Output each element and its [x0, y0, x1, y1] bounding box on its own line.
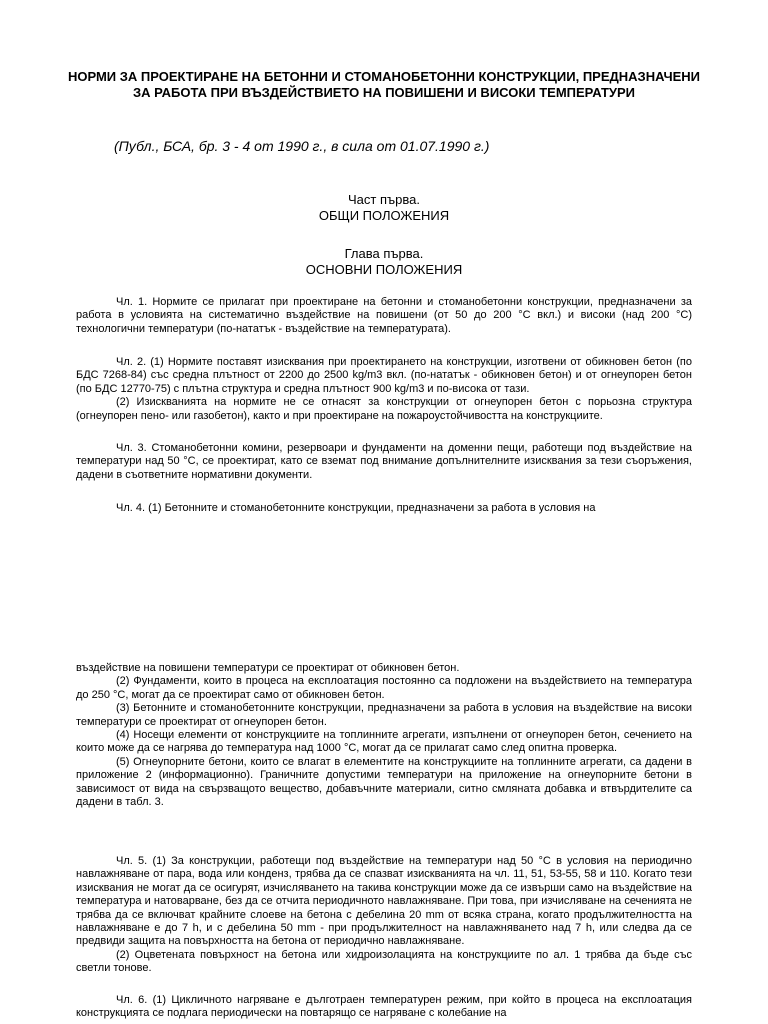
- document-title: НОРМИ ЗА ПРОЕКТИРАНЕ НА БЕТОННИ И СТОМАНОБЕТОННИ КОНСТРУКЦИИ, ПРЕДНАЗНАЧЕНИ ЗА РАБОТА ПРИ ВЪЗДЕЙСТВИЕТО НА ПОВИШЕНИ И ВИСОКИ ТЕМПЕРАТУРИ: [67, 69, 701, 100]
- paragraph: (2) Изискванията на нормите не се отнасят за конструкции от огнеупорен бетон с порьозна структура (огнеупорен пено- или газобетон), както и при проектиране на пожароустойчивостта на конструкциите.: [76, 396, 692, 422]
- paragraph: Чл. 6. (1) Цикличното нагряване е дълготраен температурен режим, при който в процеса на експлоатация конструкцията се подлага периодически на повтарящо се нагряване с колебание на: [76, 994, 692, 1020]
- paragraph: (5) Огнеупорните бетони, които се влагат в елементите на конструкциите на топлинните агрегати, са дадени в приложение 2 (информационно). Граничните допустими температури на приложение на огнеупорните бетони в зависимост от вида на свързващото вещество, добавъчните материали, ситно смляната добавка и втвърдителите са дадени в табл. 3.: [76, 755, 692, 809]
- paragraph: Чл. 4. (1) Бетонните и стоманобетонните конструкции, предназначени за работа в условия на: [116, 502, 596, 514]
- article-5: [76, 855, 692, 976]
- article-4-continued: [76, 662, 692, 809]
- paragraph: (2) Оцветената повърхност на бетона или хидроизолацията на конструкциите по ал. 1 трябва да бъде със светли тонове.: [76, 948, 692, 975]
- article-1: [76, 296, 692, 336]
- chapter-label: Глава първа.: [344, 246, 424, 261]
- part-name: ОБЩИ ПОЛОЖЕНИЯ: [318, 208, 450, 223]
- paragraph: Чл. 2. (1) Нормите поставят изисквания при проектирането на конструкции, изготвени от обикновен бетон (по БДС 7268-84) със средна плътност от 2200 до 2500 kg/m3 вкл. (по-нататък - обикновен бетон) и от огнеупорен бетон (по БДС 12770-75) с плътна структура и средна плътност 900 kg/m3 и по-висока от тази.: [76, 356, 692, 395]
- paragraph: Чл. 5. (1) За конструкции, работещи под въздействие на температури над 50 °C в условия на периодично навлажняване от пара, вода или конденз, трябва да се спазват изискванията на чл. 11, 51, 53-55, 58 и 110. Когато тези изисквания не могат да се осигурят, изчисляването на такива конструкции може да се извърши само на въздействие на температура и натоварване, без да се отчита периодичното навлажняване. При това, при изчисляване на сеченията не трябва да се включват крайните слоеве на бетона с дебелина 20 mm от всяка страна, когато продължителността на навлажняване е до 7 h, и с дебелина 50 mm - при продължителност на навлажняването над 7 h, или следва да се предвиди защита на повърхността на бетона от периодично навлажняване.: [76, 855, 692, 948]
- publication-note: (Публ., БСА, бр. 3 - 4 от 1990 г., в сила от 01.07.1990 г.): [114, 138, 490, 154]
- article-3: [76, 442, 692, 482]
- article-6: [76, 994, 692, 1021]
- paragraph: (3) Бетонните и стоманобетонните конструкции, предназначени за работа в условия на въздействие на високи температури се проектират от огнеупорен бетон.: [76, 702, 692, 728]
- part-label: Част първа.: [348, 192, 420, 207]
- paragraph: (4) Носещи елементи от конструкциите на топлинните агрегати, изпълнени от огнеупорен бетон, сечението на които може да се нагрява до температура над 1000 °C, могат да се прилагат само след опитна проверка.: [76, 729, 692, 755]
- paragraph: въздействие на повишени температури се проектират от обикновен бетон.: [76, 662, 460, 674]
- paragraph: Чл. 1. Нормите се прилагат при проектиране на бетонни и стоманобетонни конструкции, предназначени за работа в условията на систематично въздействие на повишени (от 50 до 200 °C вкл.) и високи (над 200 °C) технологични температури (по-нататък - въздействие на температурата).: [76, 296, 692, 335]
- paragraph: Чл. 3. Стоманобетонни комини, резервоари и фундаменти на доменни пещи, работещи под въздействие на температури над 50 °C, се проектират, като се вземат под внимание допълнителните изисквания за тези съоръжения, дадени в съответните нормативни документи.: [76, 442, 692, 481]
- chapter-name: ОСНОВНИ ПОЛОЖЕНИЯ: [305, 262, 463, 277]
- article-4-start: [76, 502, 692, 515]
- article-2: [76, 356, 692, 423]
- paragraph: (2) Фундаменти, които в процеса на експлоатация постоянно са подложени на въздействието на температура до 250 °C, могат да се проектират само от обикновен бетон.: [76, 675, 692, 701]
